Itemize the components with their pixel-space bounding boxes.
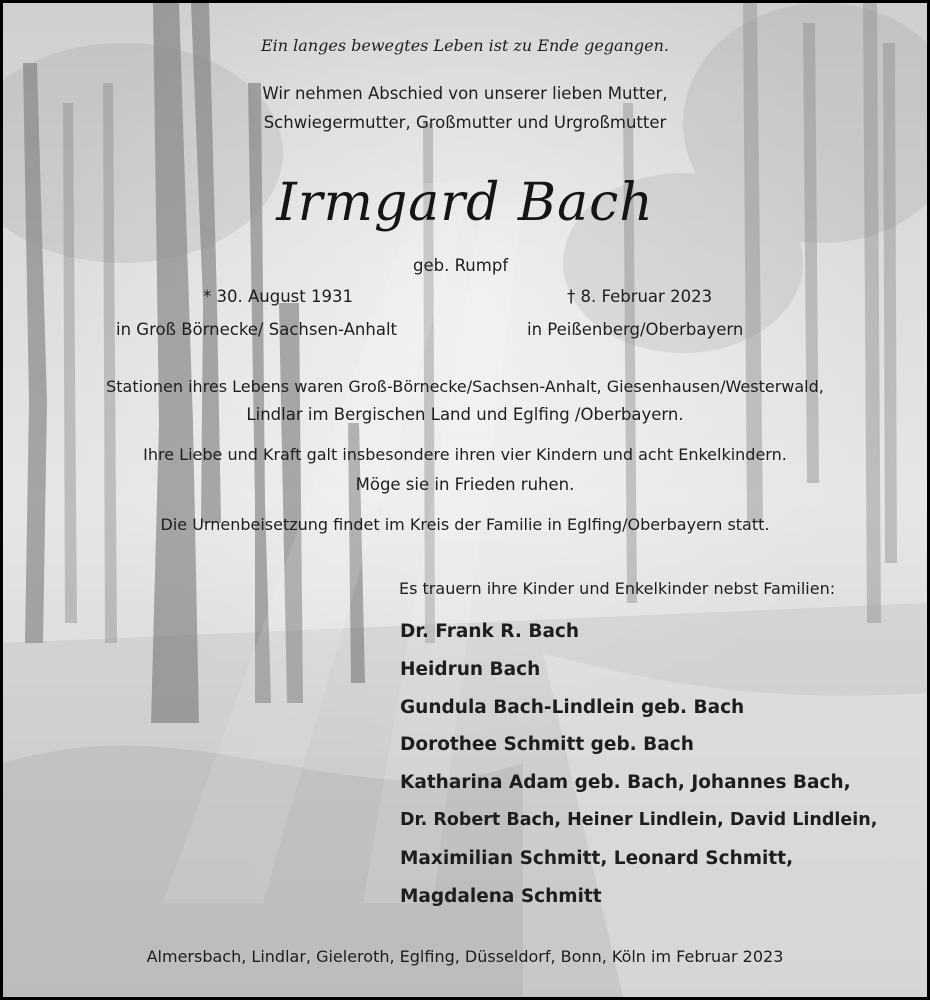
stations-line-2: Lindlar im Bergischen Land und Eglfing /Oberbayern. (246, 405, 684, 424)
mourner-5: Katharina Adam geb. Bach, Johannes Bach, (400, 772, 851, 793)
footer-places-date: Almersbach, Lindlar, Gieleroth, Eglfing, Düsseldorf, Bonn, Köln im Februar 2023 (146, 947, 784, 966)
birth-date: * 30. August 1931 (203, 287, 353, 306)
death-date: † 8. Februar 2023 (567, 287, 713, 306)
birth-place: in Groß Börnecke/ Sachsen-Anhalt (116, 320, 398, 339)
burial-line: Die Urnenbeisetzung findet im Kreis der Familie in Eglfing/Oberbayern statt. (160, 515, 770, 534)
farewell-line-2: Schwiegermutter, Großmutter und Urgroßmutter (263, 113, 667, 132)
mourner-7: Maximilian Schmitt, Leonard Schmitt, (400, 848, 794, 869)
maiden-name: geb. Rumpf (413, 256, 509, 275)
mourner-3: Gundula Bach-Lindlein geb. Bach (400, 697, 745, 718)
death-place: in Peißenberg/Oberbayern (527, 320, 744, 339)
mourner-4: Dorothee Schmitt geb. Bach (400, 734, 694, 755)
love-line-2: Möge sie in Frieden ruhen. (355, 475, 575, 494)
farewell-line-1: Wir nehmen Abschied von unserer lieben Mutter, (262, 84, 668, 103)
intro-line: Ein langes bewegtes Leben ist zu Ende gegangen. (260, 36, 669, 55)
mourner-1: Dr. Frank R. Bach (400, 621, 580, 642)
mourner-6: Dr. Robert Bach, Heiner Lindlein, David Lindlein, (400, 810, 878, 830)
stations-line-1: Stationen ihres Lebens waren Groß-Börnecke/Sachsen-Anhalt, Giesenhausen/Westerwald, (106, 377, 824, 396)
obituary-card (3, 3, 927, 997)
deceased-name: Irmgard Bach (276, 173, 654, 233)
mourner-2: Heidrun Bach (400, 659, 541, 680)
love-line-1: Ihre Liebe und Kraft galt insbesondere ihren vier Kindern und acht Enkelkindern. (143, 445, 787, 464)
mourners-intro: Es trauern ihre Kinder und Enkelkinder nebst Familien: (399, 579, 836, 598)
mourner-8: Magdalena Schmitt (400, 886, 602, 907)
